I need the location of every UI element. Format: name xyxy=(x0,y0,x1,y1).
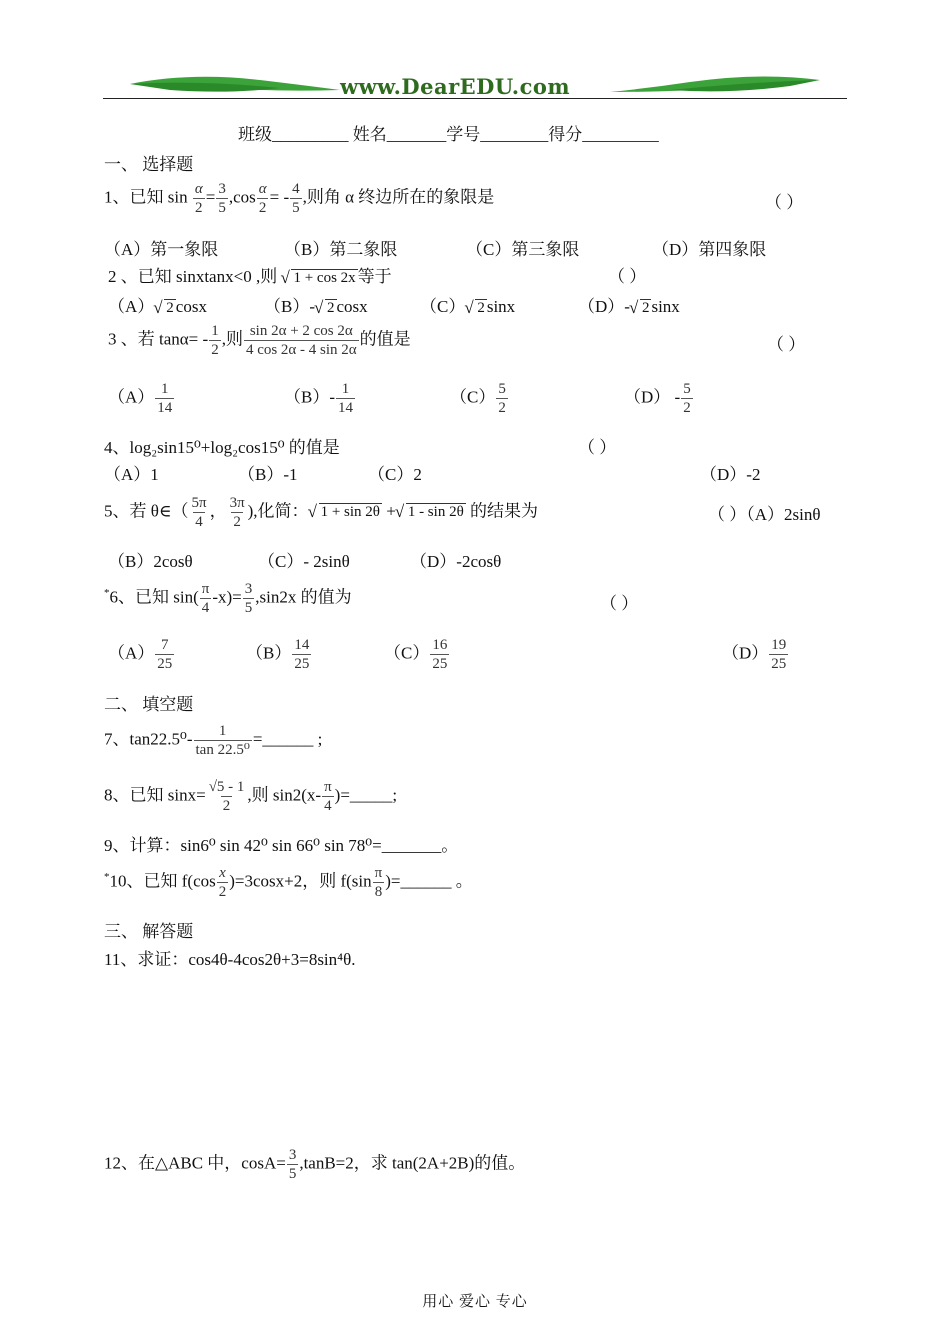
option-d: （D）-2cosθ xyxy=(410,552,502,571)
option-c: （C）2 xyxy=(368,465,422,484)
option-c: （C） $\frac{16}{25}$ xyxy=(384,637,448,672)
option-a: （A） $\frac{7}{25}$ xyxy=(108,637,173,672)
section-heading-fill: 二、 填空题 xyxy=(104,695,194,714)
option-c: （C）√ 2 sinx xyxy=(420,292,515,317)
option-a: （A）1 xyxy=(104,465,159,484)
fraction: $\frac{5\pi}{4}$ xyxy=(191,495,207,530)
student-info-line: 班级_________ 姓名_______学号________得分_________ xyxy=(238,125,659,144)
answer-paren-q1: （ ） xyxy=(765,193,804,212)
question-11: 11、求证：cos4θ-4cos2θ+3=8sin⁴θ. xyxy=(104,950,356,969)
option-b: （B）- $\frac{1}{14}$ xyxy=(284,381,353,416)
answer-paren-q5: （ ）（A）2sinθ xyxy=(708,505,821,524)
section-heading-solve: 三、 解答题 xyxy=(104,922,194,941)
option-b: （B） $\frac{14}{25}$ xyxy=(246,637,310,672)
fraction: $\frac{4}{5}$ xyxy=(292,181,300,216)
sqrt-expression: √ 1 - sin 2θ xyxy=(406,503,466,521)
option-b: （B）2cosθ xyxy=(108,552,193,571)
sqrt-expression: √ 1 + sin 2θ xyxy=(319,503,382,521)
fraction: $\frac{1}{2}$ xyxy=(211,323,219,358)
section-heading-choice: 一、 选择题 xyxy=(104,155,194,174)
option-b: （B）-1 xyxy=(238,465,298,484)
fraction: $\frac{\alpha}{2}$ xyxy=(194,181,203,216)
fraction: $\frac{\pi}{8}$ xyxy=(374,865,383,900)
sqrt-expression: √ 1 + cos 2x xyxy=(291,269,357,287)
header-rule xyxy=(103,98,847,99)
answer-paren-q3: （ ） xyxy=(767,335,806,354)
option-d: （D）-2 xyxy=(700,465,761,484)
question-10: *10、已知 f(cos $\frac{x}{2}$ )=3cosx+2，则 f(sin $\frac{\pi}{8}$ )=______ 。 xyxy=(104,865,473,900)
question-9: 9、计算：sin6⁰ sin 42⁰ sin 66⁰ sin 78⁰=_______。 xyxy=(104,836,459,855)
question-5: 5、若 θ∈（ $\frac{5\pi}{4}$ ， $\frac{3\pi}{2}$ ),化简：√ 1 + sin 2θ +√ 1 - sin 2θ 的结果为 xyxy=(104,494,538,531)
answer-paren-q6: （ ） xyxy=(600,594,639,613)
fraction: $\frac{\alpha}{2}$ xyxy=(258,181,267,216)
fraction: $\frac{√5 - 1}{2}$ xyxy=(208,779,245,814)
page-footer: 用心 爱心 专心 xyxy=(422,1294,528,1310)
question-12: 12、在△ABC 中，cosA= $\frac{3}{5}$ ,tanB=2，求 tan(2A+2B)的值。 xyxy=(104,1147,526,1182)
option-c: （C） $\frac{5}{2}$ xyxy=(450,381,506,416)
question-8: 8、已知 sinx= $\frac{√5 - 1}{2}$ ,则 sin2(x- $\frac{\pi}{4}$ )=_____; xyxy=(104,779,398,814)
fraction: $\frac{x}{2}$ xyxy=(218,865,227,900)
option-c: （C）第三象限 xyxy=(466,240,580,259)
fraction: $\frac{3\pi}{2}$ xyxy=(229,495,245,530)
fraction: $\frac{3}{5}$ xyxy=(244,581,253,616)
fraction: $\frac{3}{5}$ xyxy=(218,181,226,216)
option-d: （D） $\frac{19}{25}$ xyxy=(722,637,787,672)
option-a: （A） $\frac{1}{14}$ xyxy=(108,381,173,416)
answer-paren-q4: （ ） xyxy=(578,438,617,457)
question-7: 7、tan22.5⁰- $\frac{1}{\text{tan 22.5⁰}}$ =______ ; xyxy=(104,723,323,758)
option-a: （A）第一象限 xyxy=(104,240,219,259)
logo-text: www.DearEDU.com xyxy=(340,74,571,99)
option-d: （D）第四象限 xyxy=(652,240,767,259)
answer-paren-q2: （ ） xyxy=(608,267,647,286)
fraction: $\frac{3}{5}$ xyxy=(288,1147,297,1182)
question-1: 1、已知 sin $\frac{\alpha}{2}$ = $\frac{3}{5}$ ,cos $\frac{\alpha}{2}$ = - $\frac{4}{5}$ ,则角 α 终边所在的象限是 xyxy=(104,181,495,216)
option-d: （D） - $\frac{5}{2}$ xyxy=(624,381,691,416)
fraction: $\frac{\pi}{4}$ xyxy=(201,581,210,616)
option-d: （D）-√ 2 sinx xyxy=(578,292,680,317)
question-3: 3 、若 tanα= - $\frac{1}{2}$ ,则 $\frac{\sin 2\alpha + 2 \cos 2\alpha}{4 \cos 2\alpha - 4 \sin 2\alpha}$ 的值是 xyxy=(108,323,411,358)
question-4: 4、log₂sin15⁰+log₂cos15⁰ 的值是 xyxy=(104,438,340,457)
fraction: $\frac{1}{\text{tan 22.5⁰}}$ xyxy=(195,723,250,758)
option-c: （C）- 2sinθ xyxy=(258,552,350,571)
question-6: *6、已知 sin( $\frac{\pi}{4}$ -x)= $\frac{3}{5}$ ,sin2x 的值为 xyxy=(104,581,352,616)
option-a: （A）√ 2 cosx xyxy=(108,292,207,317)
option-b: （B）-√ 2 cosx xyxy=(264,292,368,317)
question-2: 2 、已知 sinxtanx<0 ,则 √ 1 + cos 2x 等于 xyxy=(108,262,392,287)
option-b: （B）第二象限 xyxy=(284,240,398,259)
fraction: $\frac{\sin 2\alpha + 2 \cos 2\alpha}{4 \cos 2\alpha - 4 \sin 2\alpha}$ xyxy=(245,323,357,358)
fraction: $\frac{\pi}{4}$ xyxy=(324,779,332,814)
